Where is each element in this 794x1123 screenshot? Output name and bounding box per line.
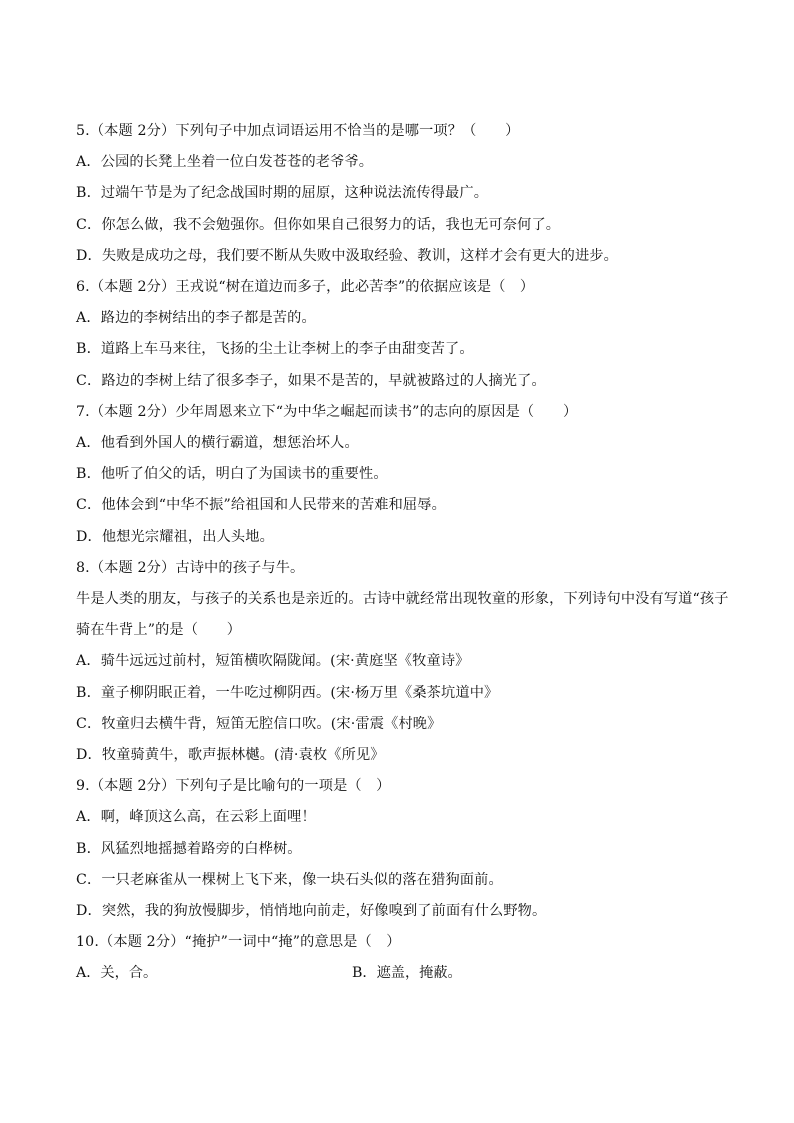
q7-stem: 7.（本题 2分）少年周恩来立下“为中华之崛起而读书”的志向的原因是（ ）: [76, 403, 578, 420]
q9-option-b: B．风猛烈地摇撼着路旁的白桦树。: [76, 840, 302, 857]
q9-option-c: C．一只老麻雀从一棵树上飞下来，像一块石头似的落在猎狗面前。: [76, 871, 503, 888]
q9-stem: 9.（本题 2分）下列句子是比喻句的一项是（ ）: [76, 778, 391, 795]
q8-stem: 8.（本题 2分）古诗中的孩子与牛。: [76, 559, 305, 576]
q8-option-c: C．牧童归去横牛背，短笛无腔信口吹。(宋·雷震《村晚》: [76, 715, 442, 732]
q10-stem: 10.（本题 2分）“掩护”一词中“掩”的意思是（ ）: [76, 934, 401, 951]
q6-stem: 6.（本题 2分）王戎说“树在道边而多子，此必苦李”的依据应该是（ ）: [76, 279, 535, 296]
q5-stem: 5.（本题 2分）下列句子中加点词语运用不恰当的是哪一项？（ ）: [76, 123, 520, 139]
q7-option-b: B．他听了伯父的话，明白了为国读书的重要性。: [76, 466, 388, 483]
q5-option-a: A．公园的长凳上坐着一位白发苍苍的老爷爷。: [76, 154, 374, 171]
q5-option-d: D．失败是成功之母，我们要不断从失败中汲取经验、教训，这样才会有更大的进步。: [76, 247, 619, 264]
q10-options: [76, 958, 718, 989]
q9-option-a: A．啊，峰顶这么高，在云彩上面哩！: [76, 809, 316, 826]
q6-option-a: A．路边的李树结出的李子都是苦的。: [76, 310, 316, 327]
q8-option-d: D．牧童骑黄牛，歌声振林樾。(清·袁枚《所见》: [76, 747, 385, 764]
q5-option-c: C．你怎么做，我不会勉强你。但你如果自己很努力的话，我也无可奈何了。: [76, 216, 561, 233]
q6-option-b: B．道路上车马来往，飞扬的尘土让李树上的李子由甜变苦了。: [76, 341, 474, 358]
q7-option-a: A．他看到外国人的横行霸道，想惩治坏人。: [76, 435, 359, 452]
q8-option-b: B．童子柳阴眠正着，一牛吃过柳阴西。(宋·杨万里《桑茶坑道中》: [76, 684, 499, 701]
q10-option-a: A．关，合。: [76, 965, 158, 982]
q8-passage-line-1: 牛是人类的朋友，与孩子的关系也是亲近的。古诗中就经常出现牧童的形象，下列诗句中没有写道“孩子: [76, 591, 729, 608]
q8-passage-line-2: 骑在牛背上”的是（ ）: [76, 622, 242, 639]
q5-option-b: B．过端午节是为了纪念战国时期的屈原，这种说法流传得最广。: [76, 185, 489, 202]
q7-option-d: D．他想光宗耀祖，出人头地。: [76, 528, 274, 545]
q7-option-c: C．他体会到“中华不振”给祖国和人民带来的苦难和屈辱。: [76, 497, 446, 514]
q10-option-b: B．遮盖，掩蔽。: [352, 965, 462, 982]
q8-option-a: A．骑牛远远过前村，短笛横吹隔陇闻。(宋·黄庭坚《牧童诗》: [76, 653, 470, 670]
q9-option-d: D．突然，我的狗放慢脚步，悄悄地向前走，好像嗅到了前面有什么野物。: [76, 903, 547, 920]
q6-option-c: C．路边的李树上结了很多李子，如果不是苦的，早就被路过的人摘光了。: [76, 372, 546, 389]
